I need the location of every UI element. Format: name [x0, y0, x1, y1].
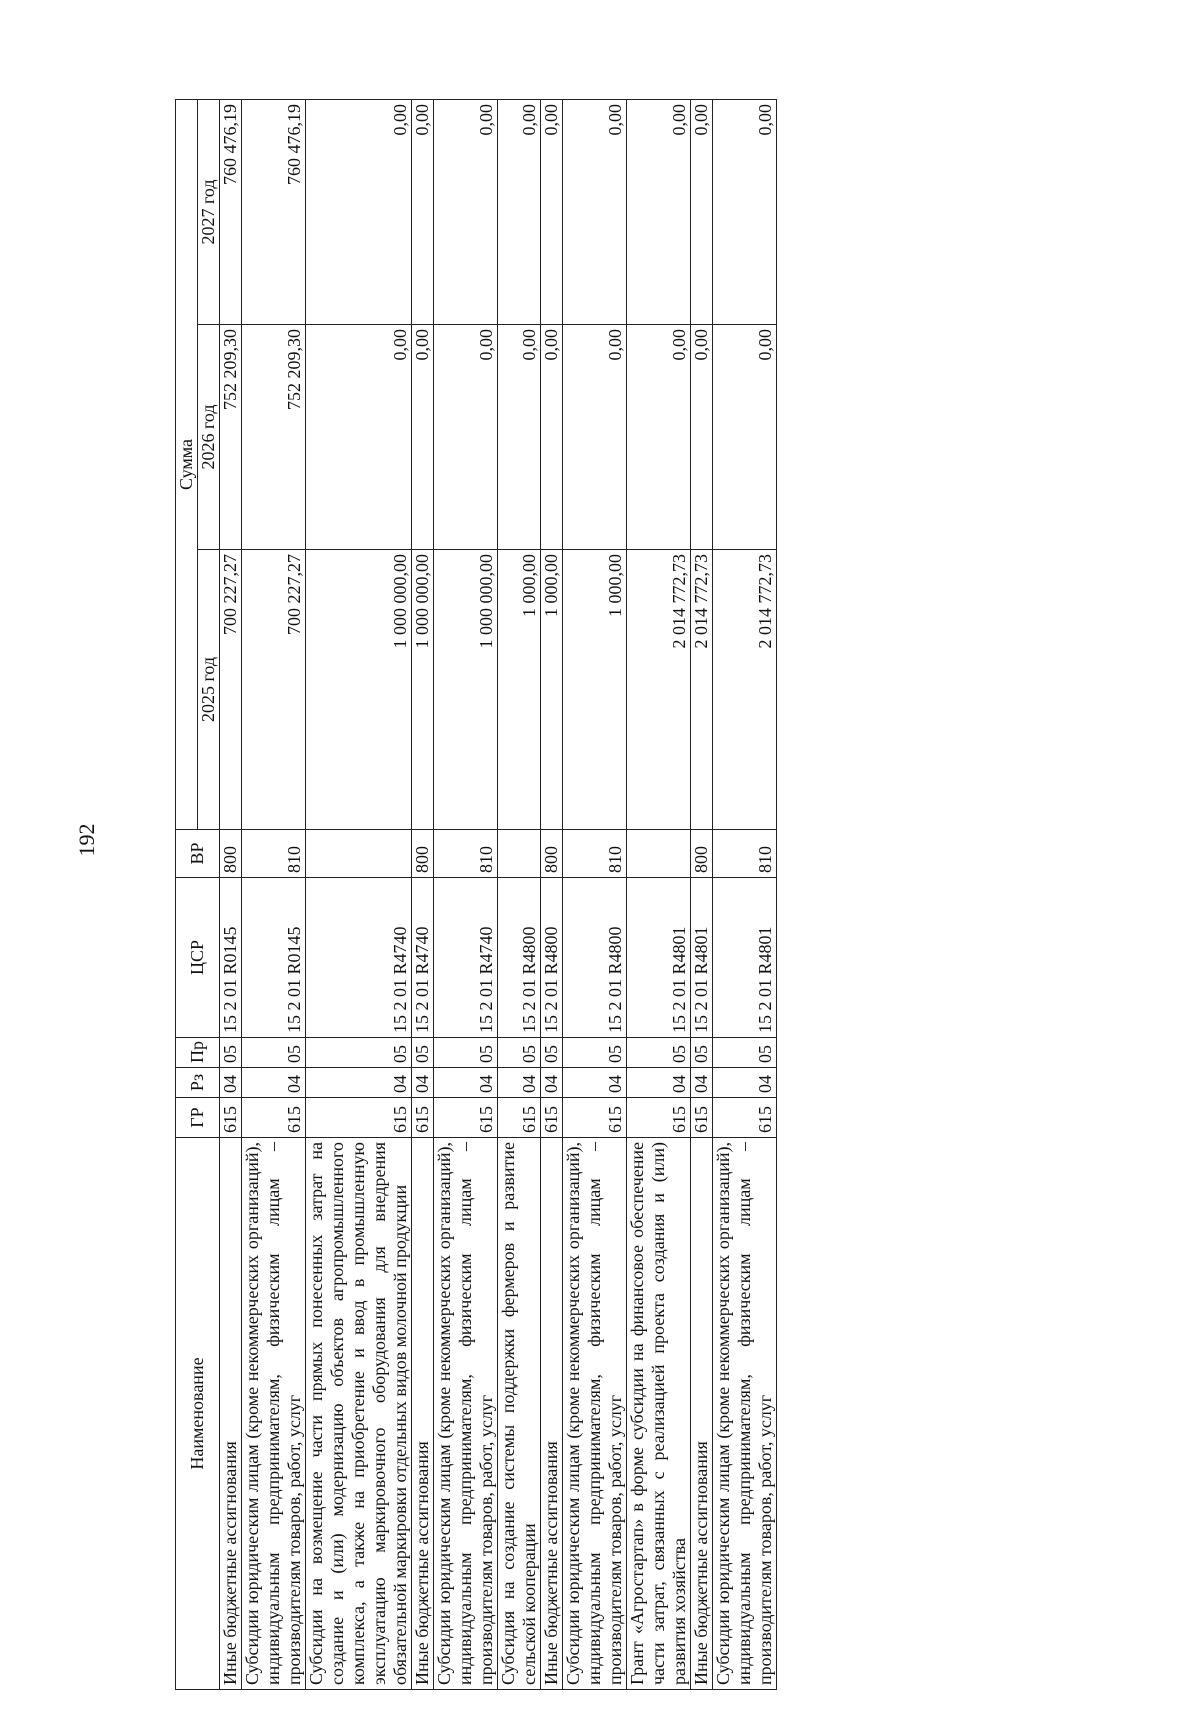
cell-pr: 05: [412, 1038, 434, 1068]
cell-csr: 15 2 01 R0145: [220, 878, 242, 1038]
cell-vr: 800: [691, 830, 713, 878]
cell-rz: 04: [563, 1068, 627, 1098]
cell-name: Иные бюджетные ассигнования: [412, 1138, 434, 1690]
cell-2025: 2 014 772,73: [627, 550, 691, 830]
budget-table-container: [175, 100, 1175, 1690]
cell-2025: 700 227,27: [242, 550, 306, 830]
table-row: [691, 99, 713, 1689]
cell-2027: 760 476,19: [220, 99, 242, 324]
cell-gr: 615: [627, 1098, 691, 1138]
cell-gr: 615: [412, 1098, 434, 1138]
cell-csr: 15 2 01 R4800: [498, 878, 541, 1038]
cell-2025: 1 000,00: [563, 550, 627, 830]
header-2025: 2025 год: [198, 550, 220, 830]
cell-2027: 0,00: [541, 99, 563, 324]
cell-csr: 15 2 01 R0145: [242, 878, 306, 1038]
cell-2026: 0,00: [306, 325, 412, 550]
cell-csr: 15 2 01 R4740: [434, 878, 498, 1038]
cell-vr: 800: [541, 830, 563, 878]
cell-rz: 04: [242, 1068, 306, 1098]
cell-gr: 615: [434, 1098, 498, 1138]
cell-2027: 0,00: [434, 99, 498, 324]
table-row: [563, 99, 627, 1689]
cell-gr: 615: [691, 1098, 713, 1138]
cell-pr: 05: [541, 1038, 563, 1068]
table-row: [713, 99, 777, 1689]
cell-gr: 615: [306, 1098, 412, 1138]
cell-rz: 04: [412, 1068, 434, 1098]
cell-2027: 760 476,19: [242, 99, 306, 324]
table-row: [242, 99, 306, 1689]
cell-pr: 05: [242, 1038, 306, 1068]
cell-name: Грант «Агростартап» в форме субсидии на финансовое обеспечение части затрат, связанных с реализацией проекта создания и (или) развития хозяйства: [627, 1138, 691, 1690]
cell-rz: 04: [498, 1068, 541, 1098]
header-csr: ЦСР: [176, 878, 220, 1038]
cell-vr: 810: [242, 830, 306, 878]
table-row: [412, 99, 434, 1689]
cell-vr: [306, 830, 412, 878]
cell-rz: 04: [541, 1068, 563, 1098]
cell-2025: 1 000 000,00: [306, 550, 412, 830]
cell-rz: 04: [220, 1068, 242, 1098]
cell-pr: 05: [691, 1038, 713, 1068]
header-vr: ВР: [176, 830, 220, 878]
cell-2027: 0,00: [306, 99, 412, 324]
cell-name: Субсидии юридическим лицам (кроме некоммерческих организаций), индивидуальным предпринимателям, физическим лицам – производителям товаров, работ, услуг: [242, 1138, 306, 1690]
cell-name: Субсидии юридическим лицам (кроме некоммерческих организаций), индивидуальным предпринимателям, физическим лицам – производителям товаров, работ, услуг: [563, 1138, 627, 1690]
cell-gr: 615: [713, 1098, 777, 1138]
cell-2027: 0,00: [498, 99, 541, 324]
cell-name: Иные бюджетные ассигнования: [220, 1138, 242, 1690]
cell-pr: 05: [220, 1038, 242, 1068]
cell-gr: 615: [242, 1098, 306, 1138]
cell-rz: 04: [691, 1068, 713, 1098]
table-body: [220, 99, 777, 1689]
cell-pr: 05: [713, 1038, 777, 1068]
table-row: [627, 99, 691, 1689]
cell-vr: 810: [434, 830, 498, 878]
cell-gr: 615: [220, 1098, 242, 1138]
cell-vr: 800: [220, 830, 242, 878]
cell-2025: 1 000,00: [498, 550, 541, 830]
cell-name: Субсидии юридическим лицам (кроме некоммерческих организаций), индивидуальным предпринимателям, физическим лицам – производителям товаров, работ, услуг: [434, 1138, 498, 1690]
cell-vr: 800: [412, 830, 434, 878]
cell-2027: 0,00: [412, 99, 434, 324]
cell-2026: 0,00: [691, 325, 713, 550]
cell-2026: 0,00: [412, 325, 434, 550]
cell-rz: 04: [434, 1068, 498, 1098]
cell-csr: 15 2 01 R4800: [541, 878, 563, 1038]
cell-2027: 0,00: [627, 99, 691, 324]
cell-2026: 0,00: [563, 325, 627, 550]
cell-name: Субсидия на создание системы поддержки фермеров и развитие сельской кооперации: [498, 1138, 541, 1690]
cell-2027: 0,00: [563, 99, 627, 324]
cell-name: Иные бюджетные ассигнования: [691, 1138, 713, 1690]
table-header: [176, 99, 220, 1689]
table-row: [220, 99, 242, 1689]
cell-csr: 15 2 01 R4740: [306, 878, 412, 1038]
cell-gr: 615: [541, 1098, 563, 1138]
cell-2025: 1 000,00: [541, 550, 563, 830]
table-row: [541, 99, 563, 1689]
header-rz: Рз: [176, 1068, 220, 1098]
cell-2026: 752 209,30: [242, 325, 306, 550]
cell-rz: 04: [306, 1068, 412, 1098]
cell-csr: 15 2 01 R4801: [691, 878, 713, 1038]
cell-vr: [498, 830, 541, 878]
cell-2026: 0,00: [434, 325, 498, 550]
cell-2025: 700 227,27: [220, 550, 242, 830]
cell-2026: 0,00: [627, 325, 691, 550]
cell-gr: 615: [563, 1098, 627, 1138]
cell-rz: 04: [627, 1068, 691, 1098]
header-2026: 2026 год: [198, 325, 220, 550]
cell-pr: 05: [627, 1038, 691, 1068]
header-name: Наименование: [176, 1138, 220, 1690]
header-gr: ГР: [176, 1098, 220, 1138]
cell-2027: 0,00: [691, 99, 713, 324]
table-row: [306, 99, 412, 1689]
cell-vr: [627, 830, 691, 878]
cell-2026: 0,00: [713, 325, 777, 550]
cell-2025: 1 000 000,00: [412, 550, 434, 830]
cell-pr: 05: [306, 1038, 412, 1068]
budget-table: [175, 99, 777, 1690]
cell-name: Субсидии юридическим лицам (кроме некоммерческих организаций), индивидуальным предпринимателям, физическим лицам – производителям товаров, работ, услуг: [713, 1138, 777, 1690]
header-pr: Пр: [176, 1038, 220, 1068]
cell-csr: 15 2 01 R4801: [627, 878, 691, 1038]
cell-pr: 05: [434, 1038, 498, 1068]
cell-2026: 0,00: [541, 325, 563, 550]
cell-name: Иные бюджетные ассигнования: [541, 1138, 563, 1690]
table-row: [434, 99, 498, 1689]
cell-rz: 04: [713, 1068, 777, 1098]
header-sum: Сумма: [176, 99, 198, 829]
cell-2025: 1 000 000,00: [434, 550, 498, 830]
cell-2025: 2 014 772,73: [713, 550, 777, 830]
table-row: [498, 99, 541, 1689]
cell-name: Субсидии на возмещение части прямых понесенных затрат на создание и (или) модернизацию объектов агропромышленного комплекса, а также на приобретение и ввод в промышленную эксплуатацию маркировочного оборудования для внедрения обязательной маркировки отдельных видов молочной продукции: [306, 1138, 412, 1690]
cell-gr: 615: [498, 1098, 541, 1138]
header-2027: 2027 год: [198, 99, 220, 324]
cell-2025: 2 014 772,73: [691, 550, 713, 830]
cell-csr: 15 2 01 R4740: [412, 878, 434, 1038]
cell-csr: 15 2 01 R4800: [563, 878, 627, 1038]
cell-vr: 810: [713, 830, 777, 878]
cell-csr: 15 2 01 R4801: [713, 878, 777, 1038]
cell-pr: 05: [498, 1038, 541, 1068]
cell-pr: 05: [563, 1038, 627, 1068]
cell-2026: 0,00: [498, 325, 541, 550]
cell-2027: 0,00: [713, 99, 777, 324]
cell-vr: 810: [563, 830, 627, 878]
page-number: 192: [74, 823, 99, 857]
cell-2026: 752 209,30: [220, 325, 242, 550]
